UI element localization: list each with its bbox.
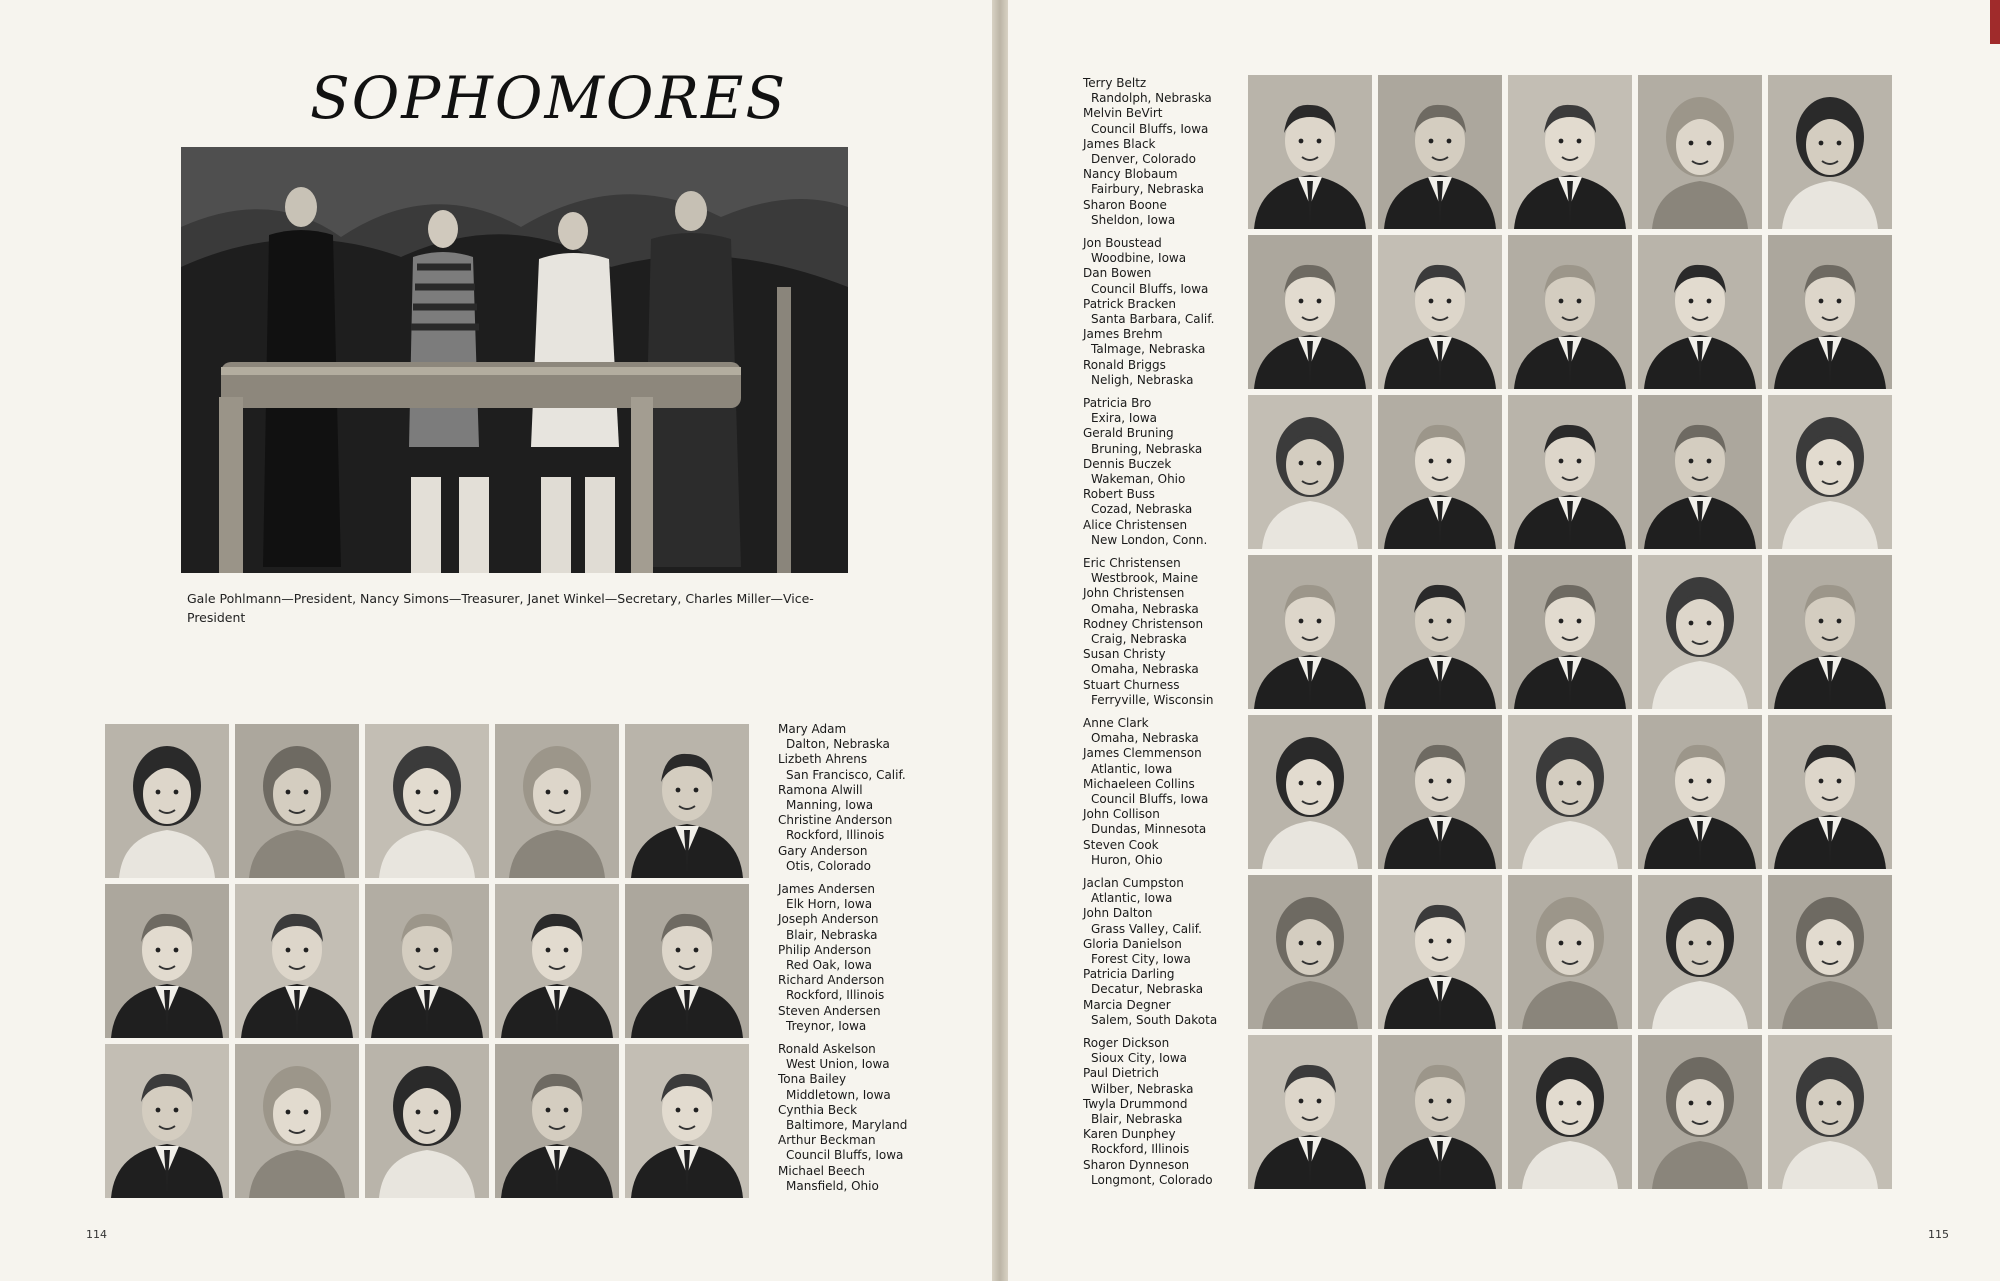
student-portrait xyxy=(1768,395,1892,549)
student-hometown: Woodbine, Iowa xyxy=(1091,251,1187,266)
student-portrait xyxy=(1638,1035,1762,1189)
student-hometown: Council Bluffs, Iowa xyxy=(1091,281,1209,296)
page-title: SOPHOMORES xyxy=(310,64,788,132)
student-name: Christine Anderson xyxy=(778,813,893,828)
student-portrait xyxy=(1768,1035,1892,1189)
student-portrait xyxy=(1638,235,1762,389)
student-name: Cynthia Beck xyxy=(778,1102,858,1117)
student-name: Ronald Askelson xyxy=(778,1042,876,1056)
portrait-grid-left xyxy=(105,724,749,1198)
name-block xyxy=(1083,556,1243,716)
student-hometown: Dundas, Minnesota xyxy=(1091,822,1207,837)
name-block xyxy=(1083,236,1243,396)
student-name: Arthur Beckman xyxy=(778,1133,876,1148)
student-name: Ronald Briggs xyxy=(1083,357,1166,372)
student-portrait xyxy=(365,724,489,878)
name-block xyxy=(1083,76,1243,236)
student-name: Marcia Degner xyxy=(1083,997,1171,1012)
right-page xyxy=(1008,0,2000,1281)
student-hometown: Dalton, Nebraska xyxy=(786,737,890,752)
student-hometown: Atlantic, Iowa xyxy=(1091,891,1173,906)
student-portrait xyxy=(495,884,619,1038)
student-name: John Collison xyxy=(1083,807,1160,822)
student-name: Nancy Blobaum xyxy=(1083,167,1178,182)
student-hometown: Grass Valley, Calif. xyxy=(1091,921,1202,936)
student-hometown: Randolph, Nebraska xyxy=(1091,91,1212,106)
student-portrait xyxy=(1768,715,1892,869)
student-name: Alice Christensen xyxy=(1083,517,1188,532)
page-edge-mark xyxy=(1990,0,2000,44)
student-portrait xyxy=(1638,395,1762,549)
student-hometown: Bruning, Nebraska xyxy=(1091,441,1203,456)
student-name: Gloria Danielson xyxy=(1083,936,1182,951)
student-hometown: Baltimore, Maryland xyxy=(786,1118,908,1133)
student-hometown: New London, Conn. xyxy=(1091,532,1208,547)
student-portrait xyxy=(1508,1035,1632,1189)
student-portrait xyxy=(235,1044,359,1198)
student-portrait xyxy=(1248,395,1372,549)
student-hometown: Rockford, Illinois xyxy=(786,828,885,843)
student-name: Philip Anderson xyxy=(778,942,872,957)
student-hometown: Cozad, Nebraska xyxy=(1091,502,1193,517)
student-hometown: Mansfield, Ohio xyxy=(786,1178,879,1193)
student-hometown: Blair, Nebraska xyxy=(786,927,878,942)
student-portrait xyxy=(1508,235,1632,389)
student-hometown: Omaha, Nebraska xyxy=(1091,601,1199,616)
student-hometown: Council Bluffs, Iowa xyxy=(1091,792,1209,807)
student-hometown: Salem, South Dakota xyxy=(1091,1012,1218,1027)
name-block xyxy=(778,1042,938,1202)
student-portrait xyxy=(1768,75,1892,229)
student-portrait xyxy=(625,724,749,878)
student-name: Paul Dietrich xyxy=(1083,1066,1159,1081)
student-name: James Clemmenson xyxy=(1083,746,1202,761)
student-hometown: Wilber, Nebraska xyxy=(1091,1081,1194,1096)
student-name: Rodney Christenson xyxy=(1083,616,1204,631)
student-portrait xyxy=(1378,875,1502,1029)
student-name: Robert Buss xyxy=(1083,487,1155,502)
student-hometown: Huron, Ohio xyxy=(1091,852,1163,867)
student-name: Ramona Alwill xyxy=(778,782,863,797)
student-name: Lizbeth Ahrens xyxy=(778,752,868,767)
student-name: Patrick Bracken xyxy=(1083,296,1177,311)
student-hometown: Council Bluffs, Iowa xyxy=(1091,121,1209,136)
photo-caption: Gale Pohlmann—President, Nancy Simons—Treasurer, Janet Winkel—Secretary, Charles Miller—Vice-President xyxy=(187,591,814,625)
name-block xyxy=(778,722,938,882)
student-hometown: Santa Barbara, Calif. xyxy=(1091,312,1215,327)
student-portrait xyxy=(1378,555,1502,709)
student-hometown: Otis, Colorado xyxy=(786,858,872,873)
student-hometown: Elk Horn, Iowa xyxy=(786,897,873,912)
student-hometown: Denver, Colorado xyxy=(1091,152,1196,167)
student-name: Joseph Anderson xyxy=(778,912,879,927)
student-portrait xyxy=(1638,555,1762,709)
student-name: Terry Beltz xyxy=(1083,76,1147,90)
student-portrait xyxy=(1638,715,1762,869)
student-name: Patricia Bro xyxy=(1083,396,1152,410)
student-portrait xyxy=(1248,235,1372,389)
student-portrait xyxy=(1768,555,1892,709)
student-hometown: Fairbury, Nebraska xyxy=(1091,182,1204,197)
student-name: Karen Dunphey xyxy=(1083,1127,1176,1142)
student-hometown: Manning, Iowa xyxy=(786,798,874,813)
student-hometown: Westbrook, Maine xyxy=(1091,571,1199,586)
student-portrait xyxy=(1508,555,1632,709)
student-portrait xyxy=(1378,395,1502,549)
student-name: Gerald Bruning xyxy=(1083,426,1174,441)
left-page xyxy=(0,0,992,1281)
student-portrait xyxy=(1768,235,1892,389)
student-portrait xyxy=(1508,715,1632,869)
student-hometown: Atlantic, Iowa xyxy=(1091,761,1173,776)
student-hometown: Rockford, Illinois xyxy=(1091,1142,1190,1157)
student-name: Richard Anderson xyxy=(778,973,885,988)
student-portrait xyxy=(1638,875,1762,1029)
student-name: Jon Boustead xyxy=(1083,236,1162,250)
student-hometown: Ferryville, Wisconsin xyxy=(1091,692,1214,707)
student-name: James Brehm xyxy=(1083,327,1163,342)
student-portrait xyxy=(1248,555,1372,709)
student-hometown: Craig, Nebraska xyxy=(1091,632,1187,647)
student-hometown: Middletown, Iowa xyxy=(786,1087,891,1102)
student-portrait xyxy=(1248,875,1372,1029)
student-hometown: Talmage, Nebraska xyxy=(1091,342,1206,357)
student-hometown: Council Bluffs, Iowa xyxy=(786,1148,904,1163)
student-name: John Dalton xyxy=(1083,906,1153,921)
student-hometown: Treynor, Iowa xyxy=(786,1018,867,1033)
student-portrait xyxy=(1768,875,1892,1029)
student-hometown: Sioux City, Iowa xyxy=(1091,1051,1188,1066)
student-name: Michael Beech xyxy=(778,1163,865,1178)
student-hometown: Sheldon, Iowa xyxy=(1091,212,1176,227)
book-gutter xyxy=(992,0,1008,1281)
student-name: Jaclan Cumpston xyxy=(1083,876,1184,890)
student-portrait xyxy=(365,884,489,1038)
student-hometown: Omaha, Nebraska xyxy=(1091,662,1199,677)
student-name: Eric Christensen xyxy=(1083,556,1181,570)
student-name: Stuart Churness xyxy=(1083,677,1180,692)
student-name: Dan Bowen xyxy=(1083,266,1152,281)
student-portrait xyxy=(1378,75,1502,229)
student-portrait xyxy=(1378,715,1502,869)
name-block xyxy=(1083,396,1243,556)
student-name: Susan Christy xyxy=(1083,647,1166,662)
student-name: Sharon Boone xyxy=(1083,197,1167,212)
student-name: Twyla Drummond xyxy=(1083,1096,1188,1111)
student-portrait xyxy=(625,884,749,1038)
student-name: Mary Adam xyxy=(778,722,847,736)
student-hometown: Wakeman, Ohio xyxy=(1091,472,1186,487)
page-number-right: 115 xyxy=(1928,1228,1949,1241)
student-portrait xyxy=(495,1044,619,1198)
class-officers-photo xyxy=(181,147,848,573)
student-portrait xyxy=(1248,75,1372,229)
student-portrait xyxy=(1508,875,1632,1029)
student-hometown: Rockford, Illinois xyxy=(786,988,885,1003)
student-name: John Christensen xyxy=(1083,586,1185,601)
student-portrait xyxy=(1248,1035,1372,1189)
student-portrait xyxy=(1508,75,1632,229)
name-list-left xyxy=(778,722,938,1202)
student-name: Michaeleen Collins xyxy=(1083,776,1195,791)
student-hometown: Neligh, Nebraska xyxy=(1091,372,1194,387)
class-officers-image xyxy=(181,147,848,573)
student-name: Dennis Buczek xyxy=(1083,456,1172,471)
student-portrait xyxy=(1378,1035,1502,1189)
student-name: Anne Clark xyxy=(1083,716,1149,730)
student-hometown: Blair, Nebraska xyxy=(1091,1112,1183,1127)
student-hometown: Decatur, Nebraska xyxy=(1091,982,1204,997)
student-portrait xyxy=(495,724,619,878)
name-block xyxy=(1083,1036,1243,1196)
student-name: Roger Dickson xyxy=(1083,1036,1170,1050)
student-hometown: Longmont, Colorado xyxy=(1091,1172,1213,1187)
name-block xyxy=(778,882,938,1042)
student-portrait xyxy=(1638,75,1762,229)
student-hometown: Red Oak, Iowa xyxy=(786,958,873,973)
student-portrait xyxy=(365,1044,489,1198)
student-hometown: Omaha, Nebraska xyxy=(1091,731,1199,746)
student-hometown: Forest City, Iowa xyxy=(1091,952,1191,967)
student-portrait xyxy=(235,724,359,878)
portrait-grid-right xyxy=(1248,75,1892,1189)
student-hometown: Exira, Iowa xyxy=(1091,411,1157,426)
student-hometown: San Francisco, Calif. xyxy=(786,767,906,782)
student-portrait xyxy=(1378,235,1502,389)
student-name: Melvin BeVirt xyxy=(1083,106,1163,121)
student-portrait xyxy=(105,884,229,1038)
student-name: Steven Andersen xyxy=(778,1003,881,1018)
student-name: Steven Cook xyxy=(1083,837,1159,852)
student-portrait xyxy=(235,884,359,1038)
student-portrait xyxy=(105,724,229,878)
student-name: James Black xyxy=(1083,136,1156,151)
student-portrait xyxy=(105,1044,229,1198)
page-number-left: 114 xyxy=(86,1228,107,1241)
student-name: Sharon Dynneson xyxy=(1083,1157,1190,1172)
student-name: Gary Anderson xyxy=(778,843,868,858)
student-hometown: West Union, Iowa xyxy=(786,1057,890,1072)
student-name: Tona Bailey xyxy=(778,1072,847,1087)
student-portrait xyxy=(1248,715,1372,869)
student-name: James Andersen xyxy=(778,882,876,896)
student-portrait xyxy=(1508,395,1632,549)
student-portrait xyxy=(625,1044,749,1198)
student-name: Patricia Darling xyxy=(1083,967,1175,982)
name-list-right xyxy=(1083,76,1243,1196)
name-block xyxy=(1083,716,1243,876)
name-block xyxy=(1083,876,1243,1036)
